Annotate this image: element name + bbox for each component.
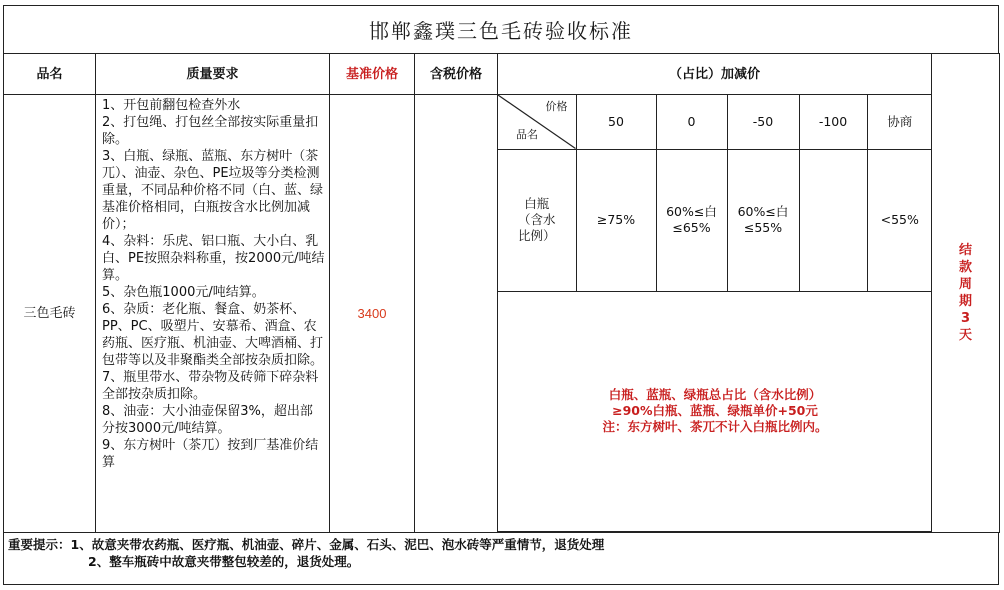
adjust-col-header: 协商	[867, 95, 932, 149]
base-price-value: 3400	[330, 95, 415, 533]
period-char: 期	[958, 294, 972, 309]
tip-line: 2、整车瓶砖中故意夹带整包较差的，退货处理。	[88, 554, 360, 569]
adjust-col-header: -50	[727, 95, 799, 149]
adjust-cell: ≥75%	[576, 149, 656, 291]
diag-top-label: 价格	[545, 100, 568, 113]
requirement-item: 7、瓶里带水、带杂物及砖筛下碎杂料全部按杂质扣除。	[102, 370, 319, 402]
requirement-item: 5、杂色瓶1000元/吨结算。	[102, 285, 265, 300]
adjust-cell: 60%≤白≤65%	[656, 149, 727, 291]
requirement-item: 3、白瓶、绿瓶、蓝瓶、东方树叶（茶兀）、油壶、杂色、PE垃圾等分类检测重量，不同品种价格不同（白、蓝、绿基准价格相同，白瓶按含水比例加减价）；	[102, 149, 324, 232]
adjust-cell: 60%≤白≤55%	[727, 149, 799, 291]
requirement-item: 1、开包前翻包检查外水	[102, 98, 241, 113]
header-quality: 质量要求	[96, 54, 330, 95]
period-char: 3	[960, 311, 971, 326]
requirement-item: 9、东方树叶（茶兀）按到厂基准价结算	[102, 438, 319, 470]
requirement-item: 2、打包绳、打包丝全部按实际重量扣除。	[102, 115, 319, 147]
adjust-cell: <55%	[867, 149, 932, 291]
adjust-section	[498, 95, 932, 533]
tax-price-value	[415, 95, 498, 533]
period-char: 款	[958, 260, 972, 275]
period-char: 天	[958, 328, 972, 343]
requirement-item: 4、杂料：乐虎、铝口瓶、大小白、乳白、PE按照杂料称重，按2000元/吨结算。	[102, 234, 325, 283]
header-name: 品名	[4, 54, 96, 95]
payment-period	[932, 54, 1000, 533]
adjust-col-header: -100	[799, 95, 867, 149]
note-line: 白瓶、蓝瓶、绿瓶总占比（含水比例）	[608, 387, 822, 402]
important-tips	[3, 533, 999, 585]
tip-line: 重要提示：1、故意夹带农药瓶、医疗瓶、机油壶、碎片、金属、石头、泥巴、泡水砖等严重情节，退货处理	[8, 537, 605, 552]
requirement-item: 8、油壶：大小油壶保留3%，超出部分按3000元/吨结算。	[102, 404, 313, 436]
sheet-title: 邯郸鑫璞三色毛砖验收标准	[3, 5, 999, 53]
adjust-cell	[799, 149, 867, 291]
diagonal-header	[498, 95, 576, 149]
product-name: 三色毛砖	[4, 95, 96, 533]
header-adjust: （占比）加减价	[498, 54, 932, 95]
header-base-price: 基准价格	[330, 54, 415, 95]
diag-bottom-label: 品名	[516, 127, 538, 141]
adjust-col-header: 50	[576, 95, 656, 149]
note-line: 注：东方树叶、茶兀不计入白瓶比例内。	[602, 419, 828, 434]
period-char: 结	[958, 243, 972, 258]
ratio-notes	[498, 291, 932, 531]
header-tax-price: 含税价格	[415, 54, 498, 95]
note-line: ≥90%白瓶、蓝瓶、绿瓶单价+50元	[612, 403, 818, 418]
adjust-table	[498, 95, 932, 532]
quality-requirements	[96, 95, 330, 533]
row-label: 白瓶（含水比例）	[498, 149, 576, 291]
adjust-col-header: 0	[656, 95, 727, 149]
period-char: 周	[958, 277, 972, 292]
requirement-item: 6、杂质：老化瓶、餐盒、奶茶杯、PP、PC、吸塑片、安慕希、酒盒、农药瓶、医疗瓶、机油壶、大啤酒桶、打包带等以及非聚酯类全部按杂质扣除。	[102, 302, 324, 368]
standard-table	[3, 53, 1000, 533]
